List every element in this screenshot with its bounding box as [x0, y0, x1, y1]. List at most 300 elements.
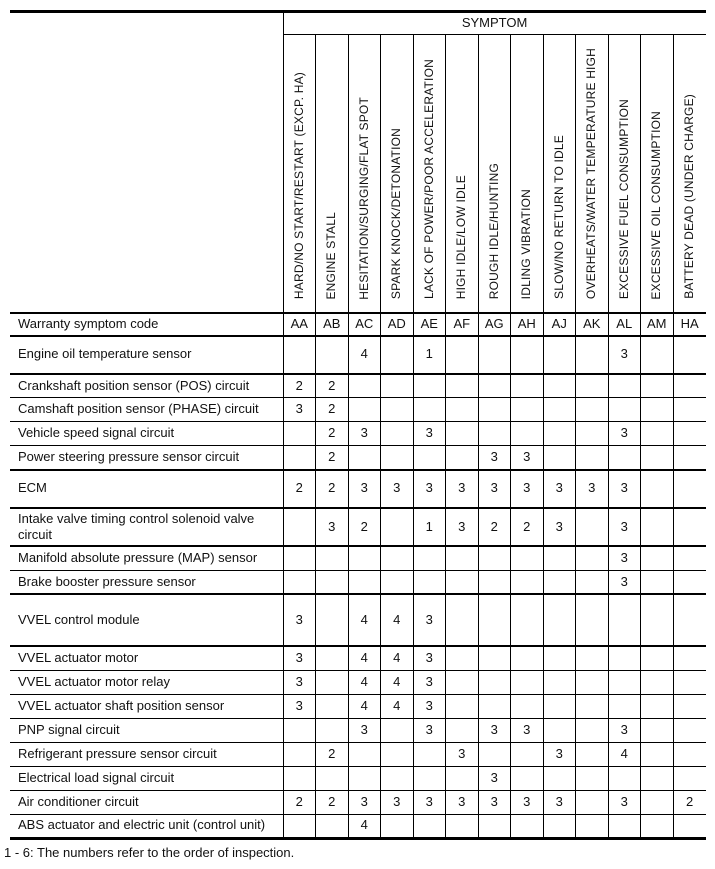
inspection-order-cell	[641, 508, 674, 547]
inspection-order-cell	[641, 546, 674, 570]
inspection-order-cell	[543, 336, 576, 374]
inspection-order-cell: 4	[348, 336, 381, 374]
inspection-order-cell	[381, 766, 414, 790]
inspection-order-cell	[446, 718, 479, 742]
inspection-order-cell	[348, 742, 381, 766]
inspection-order-cell	[673, 718, 706, 742]
inspection-order-cell	[641, 446, 674, 470]
symptom-column-header	[511, 35, 544, 313]
symptom-header-row	[10, 12, 706, 35]
inspection-order-cell	[446, 670, 479, 694]
inspection-order-cell	[381, 570, 414, 594]
inspection-order-cell: 4	[348, 814, 381, 838]
inspection-order-cell	[511, 422, 544, 446]
symptom-column-header	[608, 35, 641, 313]
item-label: VVEL control module	[10, 594, 283, 646]
item-label: Power steering pressure sensor circuit	[10, 446, 283, 470]
inspection-order-cell: 2	[316, 446, 349, 470]
inspection-order-cell	[641, 422, 674, 446]
inspection-order-cell	[576, 422, 609, 446]
inspection-order-cell	[576, 718, 609, 742]
symptom-column-label: LACK OF POWER/POOR ACCELERATION	[421, 59, 436, 300]
inspection-order-cell	[316, 718, 349, 742]
inspection-order-cell	[283, 422, 316, 446]
warranty-code-cell: AB	[316, 313, 349, 336]
inspection-order-cell	[543, 374, 576, 398]
inspection-order-cell	[381, 336, 414, 374]
warranty-code-cell: AE	[413, 313, 446, 336]
inspection-order-cell: 3	[608, 508, 641, 547]
inspection-order-cell	[641, 594, 674, 646]
inspection-order-cell: 3	[446, 508, 479, 547]
inspection-order-cell: 3	[608, 718, 641, 742]
inspection-order-cell	[478, 422, 511, 446]
inspection-order-cell	[543, 646, 576, 670]
inspection-order-cell: 3	[608, 546, 641, 570]
inspection-order-cell: 2	[316, 470, 349, 508]
inspection-order-cell: 2	[348, 508, 381, 547]
inspection-order-cell: 3	[608, 790, 641, 814]
inspection-order-cell	[348, 766, 381, 790]
item-label: VVEL actuator motor	[10, 646, 283, 670]
inspection-order-cell: 3	[283, 694, 316, 718]
table-row	[10, 742, 706, 766]
inspection-order-cell	[641, 718, 674, 742]
inspection-order-cell: 3	[446, 790, 479, 814]
symptom-column-header	[446, 35, 479, 313]
inspection-order-cell	[381, 742, 414, 766]
symptom-column-header	[641, 35, 674, 313]
footnote: 1 - 6: The numbers refer to the order of inspection.	[4, 844, 295, 860]
symptom-column-label: ROUGH IDLE/HUNTING	[486, 162, 501, 300]
inspection-order-cell	[576, 670, 609, 694]
inspection-order-cell	[641, 670, 674, 694]
inspection-order-cell	[641, 814, 674, 838]
symptom-column-header	[576, 35, 609, 313]
inspection-order-cell	[446, 594, 479, 646]
table-row	[10, 694, 706, 718]
inspection-order-cell	[478, 594, 511, 646]
inspection-order-cell	[446, 814, 479, 838]
inspection-order-cell	[608, 646, 641, 670]
inspection-order-cell: 2	[316, 422, 349, 446]
inspection-order-cell: 4	[381, 594, 414, 646]
inspection-order-cell: 3	[283, 594, 316, 646]
inspection-order-cell: 1	[413, 508, 446, 547]
inspection-order-cell: 3	[348, 718, 381, 742]
symptom-column-label: SPARK KNOCK/DETONATION	[389, 128, 404, 300]
warranty-code-row-label: Warranty symptom code	[10, 313, 283, 336]
inspection-order-cell	[316, 766, 349, 790]
inspection-order-cell	[316, 546, 349, 570]
inspection-order-cell	[608, 446, 641, 470]
inspection-order-cell	[543, 670, 576, 694]
inspection-order-cell	[478, 814, 511, 838]
inspection-order-cell	[413, 546, 446, 570]
inspection-order-cell	[478, 570, 511, 594]
inspection-order-cell	[641, 766, 674, 790]
warranty-code-cell: AD	[381, 313, 414, 336]
table-row	[10, 470, 706, 508]
inspection-order-cell	[381, 398, 414, 422]
inspection-order-cell	[511, 766, 544, 790]
inspection-order-cell	[576, 398, 609, 422]
table-row	[10, 766, 706, 790]
symptom-column-label: HESITATION/SURGING/FLAT SPOT	[356, 96, 371, 300]
symptom-header: SYMPTOM	[283, 12, 706, 35]
symptom-column-header	[413, 35, 446, 313]
inspection-order-cell: 3	[413, 670, 446, 694]
inspection-order-cell: 2	[316, 742, 349, 766]
inspection-order-cell	[478, 742, 511, 766]
inspection-order-cell	[446, 570, 479, 594]
inspection-order-cell	[316, 594, 349, 646]
inspection-order-cell: 4	[381, 670, 414, 694]
inspection-order-cell	[673, 814, 706, 838]
symptom-column-label: HIGH IDLE/LOW IDLE	[454, 174, 469, 300]
inspection-order-cell: 4	[608, 742, 641, 766]
warranty-code-cell: AA	[283, 313, 316, 336]
inspection-order-cell	[511, 398, 544, 422]
inspection-order-cell	[543, 446, 576, 470]
inspection-order-cell	[413, 742, 446, 766]
inspection-order-cell: 3	[543, 508, 576, 547]
inspection-order-cell: 2	[283, 470, 316, 508]
inspection-order-cell: 2	[283, 374, 316, 398]
inspection-order-cell	[608, 694, 641, 718]
inspection-order-cell: 3	[511, 446, 544, 470]
inspection-order-cell	[576, 646, 609, 670]
inspection-order-cell	[543, 398, 576, 422]
item-label: PNP signal circuit	[10, 718, 283, 742]
inspection-order-cell	[641, 646, 674, 670]
inspection-order-cell	[478, 336, 511, 374]
inspection-order-cell	[511, 336, 544, 374]
inspection-order-cell: 2	[511, 508, 544, 547]
inspection-order-cell	[511, 570, 544, 594]
inspection-order-cell	[348, 570, 381, 594]
row-label-column-header	[10, 12, 283, 313]
inspection-order-cell: 2	[673, 790, 706, 814]
inspection-order-cell	[283, 508, 316, 547]
symptom-column-header	[543, 35, 576, 313]
inspection-order-cell: 4	[348, 694, 381, 718]
inspection-order-cell	[446, 336, 479, 374]
inspection-order-cell: 3	[511, 470, 544, 508]
inspection-order-cell: 3	[348, 470, 381, 508]
inspection-order-cell: 3	[283, 646, 316, 670]
inspection-order-cell	[446, 446, 479, 470]
symptom-column-header	[381, 35, 414, 313]
inspection-order-cell	[478, 374, 511, 398]
inspection-order-cell	[413, 446, 446, 470]
warranty-code-cell: AK	[576, 313, 609, 336]
symptom-column-label: OVERHEATS/WATER TEMPERATURE HIGH	[584, 48, 599, 300]
inspection-order-cell	[641, 694, 674, 718]
inspection-order-cell: 3	[413, 790, 446, 814]
inspection-order-cell	[673, 336, 706, 374]
item-label: VVEL actuator shaft position sensor	[10, 694, 283, 718]
inspection-order-cell	[641, 742, 674, 766]
inspection-order-cell	[381, 546, 414, 570]
table-row	[10, 570, 706, 594]
inspection-order-cell	[283, 570, 316, 594]
table-row	[10, 508, 706, 547]
warranty-code-cell: HA	[673, 313, 706, 336]
inspection-order-cell	[673, 446, 706, 470]
inspection-order-cell	[641, 470, 674, 508]
item-label: Manifold absolute pressure (MAP) sensor	[10, 546, 283, 570]
inspection-order-cell: 3	[608, 422, 641, 446]
inspection-order-cell	[543, 546, 576, 570]
item-label: Refrigerant pressure sensor circuit	[10, 742, 283, 766]
inspection-order-cell	[316, 694, 349, 718]
inspection-order-cell	[576, 374, 609, 398]
inspection-order-cell	[381, 814, 414, 838]
inspection-order-cell	[673, 374, 706, 398]
inspection-order-cell	[543, 570, 576, 594]
inspection-order-cell	[478, 694, 511, 718]
item-label: Engine oil temperature sensor	[10, 336, 283, 374]
inspection-order-cell: 3	[511, 718, 544, 742]
inspection-order-cell: 4	[348, 670, 381, 694]
inspection-order-cell	[608, 594, 641, 646]
inspection-order-cell	[478, 546, 511, 570]
table-row	[10, 546, 706, 570]
inspection-order-cell	[283, 766, 316, 790]
symptom-column-label: BATTERY DEAD (UNDER CHARGE)	[682, 94, 697, 300]
inspection-order-cell	[478, 398, 511, 422]
inspection-order-cell: 2	[316, 790, 349, 814]
inspection-order-cell: 3	[478, 718, 511, 742]
warranty-code-cell: AF	[446, 313, 479, 336]
inspection-order-cell	[283, 718, 316, 742]
item-label: Brake booster pressure sensor	[10, 570, 283, 594]
inspection-order-cell	[543, 694, 576, 718]
inspection-order-cell: 3	[413, 718, 446, 742]
inspection-order-cell	[348, 446, 381, 470]
inspection-order-cell	[446, 374, 479, 398]
inspection-order-cell	[511, 646, 544, 670]
table-row	[10, 670, 706, 694]
symptom-column-header	[316, 35, 349, 313]
inspection-order-cell	[446, 646, 479, 670]
symptom-column-label: IDLING VIBRATION	[519, 188, 534, 300]
symptom-column-label: HARD/NO START/RESTART (EXCP. HA)	[291, 72, 306, 300]
warranty-code-cell: AM	[641, 313, 674, 336]
item-label: ECM	[10, 470, 283, 508]
inspection-order-cell	[543, 594, 576, 646]
symptom-column-header	[283, 35, 316, 313]
symptom-column-label: EXCESSIVE OIL CONSUMPTION	[649, 110, 664, 300]
inspection-order-cell	[348, 398, 381, 422]
table-row	[10, 446, 706, 470]
inspection-order-cell: 3	[381, 790, 414, 814]
inspection-order-cell	[413, 398, 446, 422]
table-row	[10, 594, 706, 646]
inspection-order-cell: 3	[576, 470, 609, 508]
inspection-order-cell: 3	[543, 742, 576, 766]
inspection-order-cell	[576, 570, 609, 594]
inspection-order-cell: 3	[348, 790, 381, 814]
item-label: Camshaft position sensor (PHASE) circuit	[10, 398, 283, 422]
inspection-order-cell	[576, 546, 609, 570]
table-row	[10, 374, 706, 398]
inspection-order-cell	[608, 814, 641, 838]
inspection-order-cell	[283, 742, 316, 766]
inspection-order-cell	[673, 398, 706, 422]
inspection-order-cell	[641, 570, 674, 594]
inspection-order-cell	[673, 508, 706, 547]
inspection-order-cell	[511, 814, 544, 838]
inspection-order-cell	[543, 422, 576, 446]
inspection-order-cell	[673, 470, 706, 508]
item-label: Crankshaft position sensor (POS) circuit	[10, 374, 283, 398]
inspection-order-cell	[381, 446, 414, 470]
inspection-order-cell	[576, 790, 609, 814]
inspection-order-cell	[446, 422, 479, 446]
inspection-order-cell: 3	[283, 670, 316, 694]
inspection-order-cell	[413, 374, 446, 398]
inspection-order-cell: 3	[316, 508, 349, 547]
inspection-order-cell	[348, 546, 381, 570]
symptom-column-label: ENGINE STALL	[324, 211, 339, 300]
inspection-order-cell	[381, 508, 414, 547]
inspection-order-cell	[576, 446, 609, 470]
inspection-order-cell	[543, 766, 576, 790]
inspection-order-cell: 3	[348, 422, 381, 446]
inspection-order-cell	[511, 546, 544, 570]
inspection-order-cell: 3	[608, 336, 641, 374]
inspection-order-cell	[316, 670, 349, 694]
inspection-order-cell: 2	[283, 790, 316, 814]
inspection-order-cell	[673, 742, 706, 766]
inspection-order-cell	[283, 336, 316, 374]
inspection-order-cell	[641, 398, 674, 422]
item-label: Air conditioner circuit	[10, 790, 283, 814]
table-row	[10, 422, 706, 446]
inspection-order-cell	[283, 814, 316, 838]
inspection-order-cell	[283, 546, 316, 570]
inspection-order-cell: 3	[413, 422, 446, 446]
inspection-order-cell	[543, 814, 576, 838]
inspection-order-cell	[576, 742, 609, 766]
inspection-order-cell	[576, 336, 609, 374]
inspection-order-cell	[576, 766, 609, 790]
warranty-code-cell: AJ	[543, 313, 576, 336]
inspection-order-cell	[608, 398, 641, 422]
inspection-order-cell	[673, 766, 706, 790]
inspection-order-cell: 2	[478, 508, 511, 547]
inspection-order-cell	[641, 790, 674, 814]
inspection-order-cell: 4	[381, 694, 414, 718]
inspection-order-cell: 4	[381, 646, 414, 670]
inspection-order-cell	[673, 646, 706, 670]
item-label: Vehicle speed signal circuit	[10, 422, 283, 446]
inspection-order-cell	[673, 570, 706, 594]
inspection-order-cell	[381, 422, 414, 446]
item-label: Intake valve timing control solenoid valve circuit	[10, 508, 283, 547]
inspection-order-cell	[511, 742, 544, 766]
inspection-order-cell	[348, 374, 381, 398]
table-row	[10, 646, 706, 670]
inspection-order-cell	[283, 446, 316, 470]
inspection-order-cell	[511, 594, 544, 646]
symptom-column-header	[478, 35, 511, 313]
inspection-order-cell: 3	[478, 446, 511, 470]
inspection-order-cell: 3	[413, 694, 446, 718]
inspection-order-cell	[381, 718, 414, 742]
warranty-code-cell: AG	[478, 313, 511, 336]
inspection-order-cell	[446, 546, 479, 570]
inspection-order-cell: 1	[413, 336, 446, 374]
inspection-order-cell: 3	[608, 570, 641, 594]
inspection-order-cell	[576, 814, 609, 838]
inspection-order-cell: 4	[348, 646, 381, 670]
inspection-order-cell: 2	[316, 374, 349, 398]
inspection-order-cell: 3	[413, 594, 446, 646]
inspection-order-cell	[316, 814, 349, 838]
inspection-order-cell	[608, 766, 641, 790]
warranty-code-cell: AL	[608, 313, 641, 336]
inspection-order-cell	[413, 814, 446, 838]
table-row	[10, 336, 706, 374]
inspection-order-cell	[413, 570, 446, 594]
table-row	[10, 398, 706, 422]
inspection-order-cell	[608, 374, 641, 398]
item-label: ABS actuator and electric unit (control unit)	[10, 814, 283, 838]
inspection-order-cell: 3	[413, 470, 446, 508]
inspection-order-cell	[576, 694, 609, 718]
inspection-order-cell	[673, 594, 706, 646]
inspection-order-cell	[413, 766, 446, 790]
inspection-order-cell	[641, 374, 674, 398]
inspection-order-cell	[316, 570, 349, 594]
inspection-order-cell: 3	[543, 790, 576, 814]
warranty-code-cell: AC	[348, 313, 381, 336]
inspection-order-cell	[576, 508, 609, 547]
symptom-column-label: SLOW/NO RETURN TO IDLE	[551, 135, 566, 300]
inspection-order-cell	[478, 646, 511, 670]
inspection-order-cell: 3	[478, 790, 511, 814]
warranty-code-row	[10, 313, 706, 336]
item-label: Electrical load signal circuit	[10, 766, 283, 790]
inspection-order-cell	[446, 398, 479, 422]
inspection-order-cell: 3	[543, 470, 576, 508]
inspection-order-cell	[543, 718, 576, 742]
inspection-order-cell: 3	[478, 470, 511, 508]
symptom-column-header	[348, 35, 381, 313]
table-row	[10, 718, 706, 742]
inspection-order-cell	[641, 336, 674, 374]
inspection-order-cell	[446, 694, 479, 718]
inspection-order-cell	[511, 670, 544, 694]
inspection-order-cell	[381, 374, 414, 398]
inspection-order-cell: 3	[381, 470, 414, 508]
inspection-order-cell	[673, 546, 706, 570]
inspection-order-cell	[446, 766, 479, 790]
inspection-order-cell: 3	[413, 646, 446, 670]
inspection-order-cell	[316, 646, 349, 670]
inspection-order-cell	[673, 694, 706, 718]
table-row	[10, 814, 706, 838]
inspection-order-cell	[673, 422, 706, 446]
inspection-order-cell	[511, 694, 544, 718]
inspection-order-cell: 3	[511, 790, 544, 814]
inspection-order-cell: 4	[348, 594, 381, 646]
inspection-order-cell	[511, 374, 544, 398]
item-label: VVEL actuator motor relay	[10, 670, 283, 694]
